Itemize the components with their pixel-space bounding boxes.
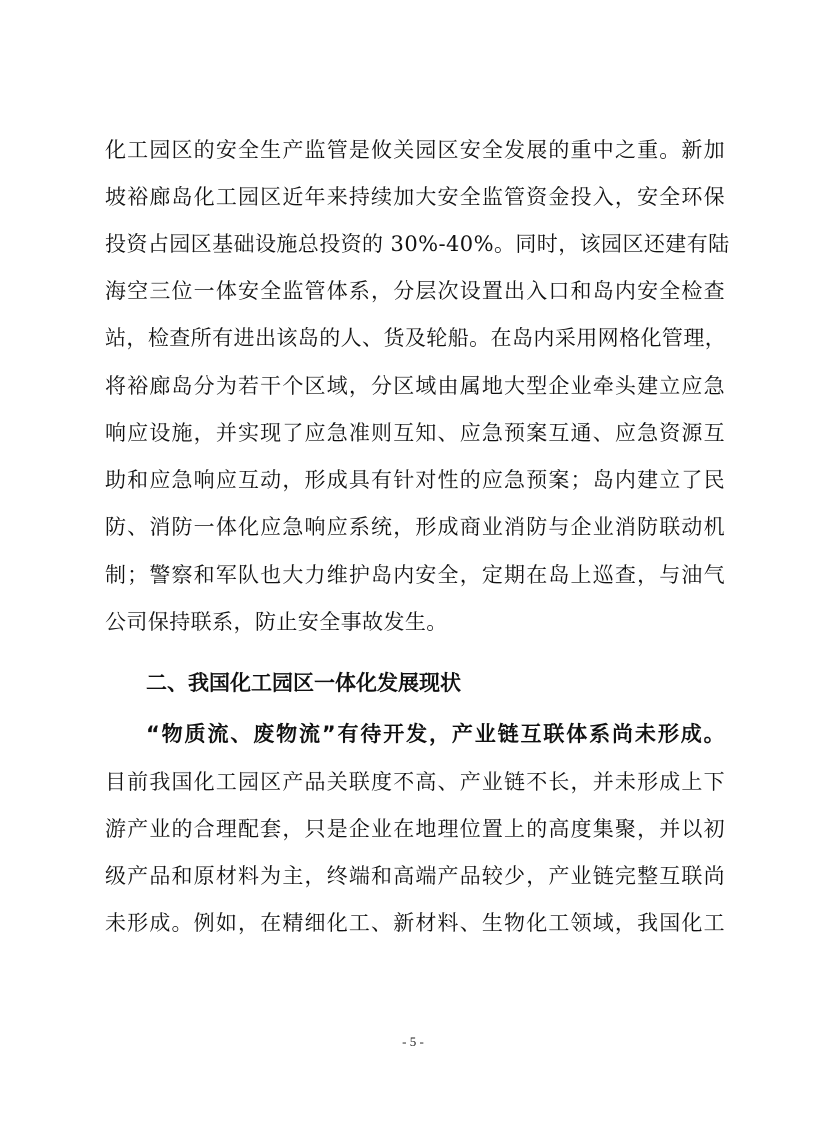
paragraph-line-last: 公司保持联系，防止安全事故发生。: [105, 610, 448, 634]
paragraph-line: 防、消防一体化应急响应系统，形成商业消防与企业消防联动机: [105, 515, 725, 539]
paragraph-line: 将裕廊岛分为若干个区域，分区域由属地大型企业牵头建立应急: [105, 374, 725, 398]
section-heading: 二、我国化工园区一体化发展现状: [146, 671, 461, 695]
paragraph-line: 制；警察和军队也大力维护岛内安全，定期在岛上巡查，与油气: [105, 563, 725, 587]
paragraph-line: 投资占园区基础设施总投资的 30%-40%。同时，该园区还建有陆: [105, 232, 730, 256]
paragraph-line: 级产品和原材料为主，终端和高端产品较少，产业链完整互联尚: [105, 864, 725, 888]
paragraph-line: 游产业的合理配套，只是企业在地理位置上的高度集聚，并以初: [105, 817, 725, 841]
paragraph-line: 坡裕廊岛化工园区近年来持续加大安全监管资金投入，安全环保: [105, 185, 725, 209]
paragraph-line: 响应设施，并实现了应急准则互知、应急预案互通、应急资源互: [105, 421, 725, 445]
paragraph-line: 海空三位一体安全监管体系，分层次设置出入口和岛内安全检查: [105, 279, 725, 303]
paragraph-line: 助和应急响应互动，形成具有针对性的应急预案；岛内建立了民: [105, 468, 725, 492]
paragraph-line: 目前我国化工园区产品关联度不高、产业链不长，并未形成上下: [105, 770, 725, 794]
paragraph-lead-sentence: “物质流、废物流”有待开发，产业链互联体系尚未形成。: [146, 722, 725, 746]
paragraph-line: 未形成。例如，在精细化工、新材料、生物化工领域，我国化工: [105, 911, 725, 935]
paragraph-line: 化工园区的安全生产监管是攸关园区安全发展的重中之重。新加: [105, 138, 725, 162]
paragraph-line: 站，检查所有进出该岛的人、货及轮船。在岛内采用网格化管理，: [105, 326, 727, 350]
page-number: - 5 -: [402, 1034, 424, 1049]
